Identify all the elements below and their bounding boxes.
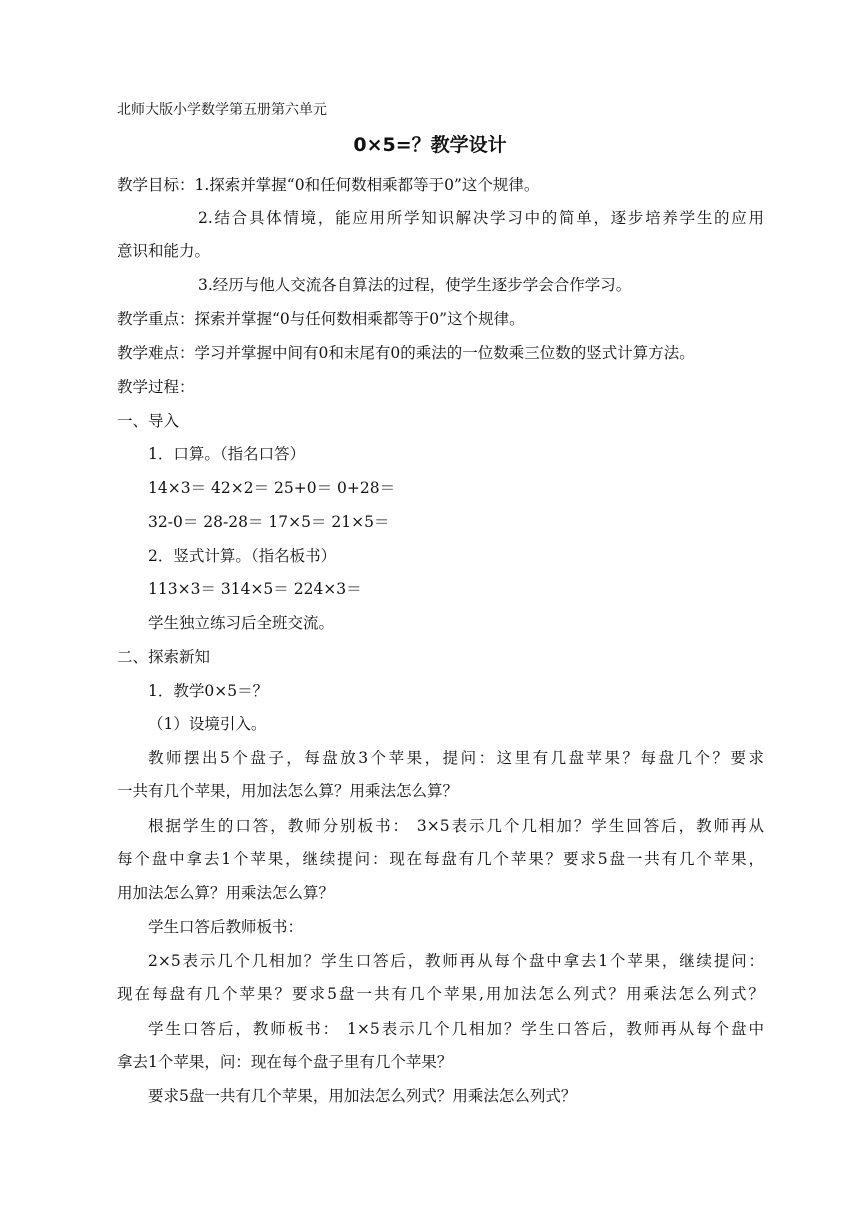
process-label: 教学过程： bbox=[117, 378, 195, 396]
paragraph-2-line-2: 每个盘中拿去1个苹果，继续提问：现在每盘有几个苹果？要求5盘一共有几个苹果， bbox=[117, 850, 764, 868]
vertical-calc-row: 113×3＝ 314×5＝ 224×3＝ bbox=[148, 580, 362, 598]
paragraph-4-line-1: 2×5表示几个几相加？学生口答后，教师再从每个盘中拿去1个苹果，继续提问： bbox=[148, 952, 764, 970]
paragraph-5-line-2: 拿去1个苹果，问：现在每个盘子里有几个苹果？ bbox=[117, 1053, 453, 1071]
explore-item-1: 1．教学0×5＝？ bbox=[148, 682, 269, 700]
goal-line-2: 2.结合具体情境，能应用所学知识解决学习中的简单，逐步培养学生的应用 bbox=[198, 209, 764, 227]
difficulty: 教学难点：学习并掌握中间有0和末尾有0的乘法的一位数乘三位数的竖式计算方法。 bbox=[117, 344, 695, 362]
page-title: 0×5=？教学设计 bbox=[353, 134, 507, 156]
intro-item-1: 1．口算。（指名口答） bbox=[148, 445, 306, 463]
paragraph-4-line-2: 现在每盘有几个苹果？要求5盘一共有几个苹果,用加法怎么列式？用乘法怎么列式？ bbox=[117, 985, 764, 1003]
paragraph-3: 学生口答后教师板书： bbox=[148, 918, 304, 936]
oral-calc-row-2: 32-0＝ 28-28＝ 17×5＝ 21×5＝ bbox=[148, 513, 390, 531]
goal-line-1: 教学目标：1.探索并掌握“0和任何数相乘都等于0”这个规律。 bbox=[117, 176, 540, 194]
paragraph-2-line-1: 根据学生的口答，教师分别板书： 3×5表示几个几相加？学生回答后，教师再从 bbox=[148, 817, 764, 835]
section-heading-explore: 二、探索新知 bbox=[117, 648, 211, 666]
oral-calc-row-1: 14×3＝ 42×2＝ 25+0＝ 0+28＝ bbox=[148, 479, 396, 497]
section-heading-intro: 一、导入 bbox=[117, 412, 180, 430]
goal-line-2-continued: 意识和能力。 bbox=[117, 242, 211, 260]
paragraph-2-line-3: 用加法怎么算？用乘法怎么算？ bbox=[117, 884, 335, 902]
paragraph-6: 要求5盘一共有几个苹果，用加法怎么列式？用乘法怎么列式？ bbox=[148, 1087, 577, 1105]
key-point: 教学重点：探索并掌握“0与任何数相乘都等于0”这个规律。 bbox=[117, 310, 525, 328]
paragraph-1-line-1: 教师摆出5个盘子，每盘放3个苹果，提问：这里有几盘苹果？每盘几个？要求 bbox=[148, 749, 764, 767]
paragraph-1-line-2: 一共有几个苹果，用加法怎么算？用乘法怎么算？ bbox=[117, 782, 459, 800]
document-header: 北师大版小学数学第五册第六单元 bbox=[117, 102, 327, 118]
intro-item-2: 2．竖式计算。（指名板书） bbox=[148, 547, 337, 565]
explore-sub-1: （1）设境引入。 bbox=[148, 715, 267, 733]
goal-line-3: 3.经历与他人交流各自算法的过程，使学生逐步学会合作学习。 bbox=[198, 276, 632, 294]
paragraph-5-line-1: 学生口答后，教师板书： 1×5表示几个几相加？学生口答后，教师再从每个盘中 bbox=[148, 1020, 764, 1038]
intro-note: 学生独立练习后全班交流。 bbox=[148, 614, 335, 632]
